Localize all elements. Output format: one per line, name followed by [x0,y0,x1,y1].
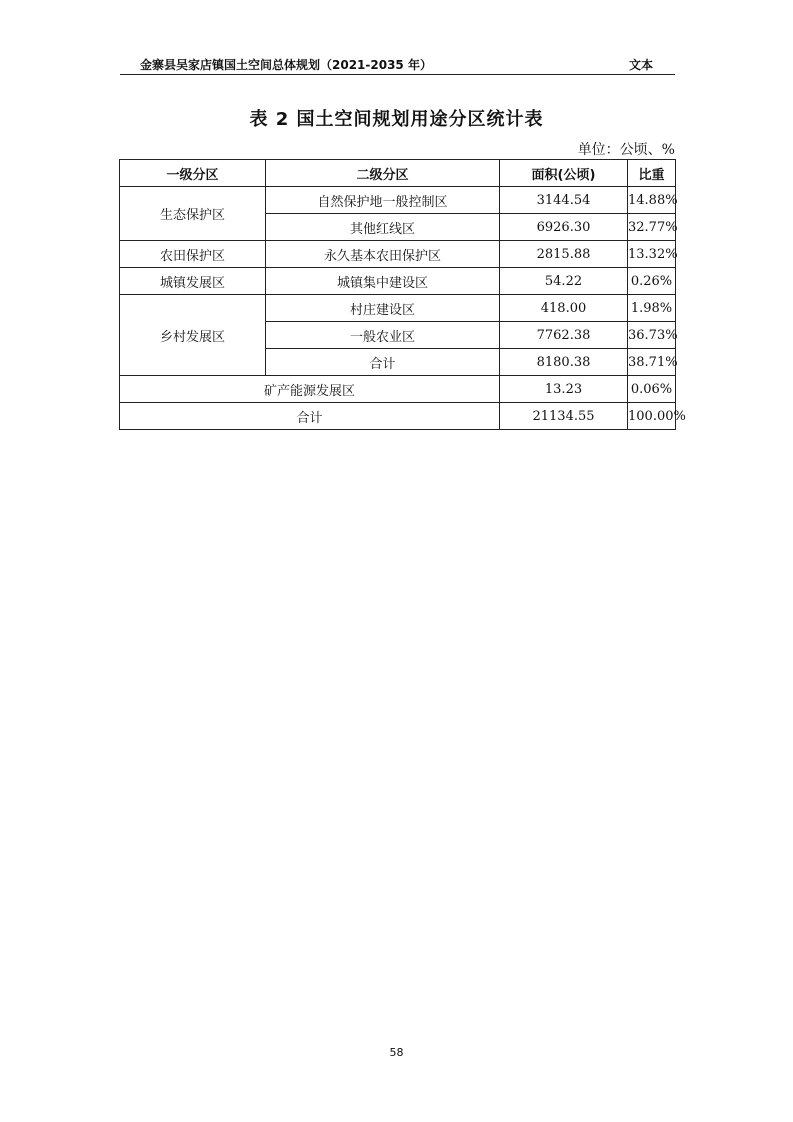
table-header-row [120,160,676,187]
unit-label: 单位：公顷、% [577,142,675,158]
table-row-total [120,403,676,430]
area-cell: 6926.30 [500,214,628,241]
level2-cell: 其他红线区 [266,214,500,241]
area-cell: 54.22 [500,268,628,295]
area-cell: 8180.38 [500,349,628,376]
ratio-cell: 38.71% [628,349,676,376]
level2-cell-subtotal: 合计 [266,349,500,376]
level2-cell: 一般农业区 [266,322,500,349]
ratio-cell: 36.73% [628,322,676,349]
header-level2: 二级分区 [266,160,500,187]
table-row [120,376,676,403]
ratio-cell: 14.88% [628,187,676,214]
level1-cell-rural: 乡村发展区 [120,295,266,376]
area-cell: 2815.88 [500,241,628,268]
merged-zone-cell-mine: 矿产能源发展区 [120,376,500,403]
table-title: 表 2 国土空间规划用途分区统计表 [249,109,544,130]
level1-cell-town: 城镇发展区 [120,268,266,295]
area-cell: 21134.55 [500,403,628,430]
table-row [120,295,676,322]
header-area: 面积(公顷) [500,160,628,187]
document-type-label: 文本 [628,58,653,72]
ratio-cell: 1.98% [628,295,676,322]
area-cell: 13.23 [500,376,628,403]
level2-cell: 永久基本农田保护区 [266,241,500,268]
header-level1: 一级分区 [120,160,266,187]
area-cell: 418.00 [500,295,628,322]
table-row [120,241,676,268]
ratio-cell: 0.26% [628,268,676,295]
ratio-cell: 100.00% [628,403,676,430]
table-row [120,187,676,214]
zoning-statistics-table [119,159,686,430]
document-title: 金寨县吴家店镇国土空间总体规划（2021-2035 年） [140,58,432,72]
ratio-cell: 32.77% [628,214,676,241]
level1-cell-eco: 生态保护区 [120,187,266,241]
page-header [120,56,675,75]
ratio-cell: 13.32% [628,241,676,268]
page-number: 58 [389,1046,404,1059]
table-row [120,268,676,295]
level2-cell: 村庄建设区 [266,295,500,322]
level2-cell: 自然保护地一般控制区 [266,187,500,214]
area-cell: 7762.38 [500,322,628,349]
header-ratio: 比重 [628,160,676,187]
ratio-cell: 0.06% [628,376,676,403]
area-cell: 3144.54 [500,187,628,214]
level2-cell: 城镇集中建设区 [266,268,500,295]
merged-zone-cell-total: 合计 [120,403,500,430]
level1-cell-farm: 农田保护区 [120,241,266,268]
